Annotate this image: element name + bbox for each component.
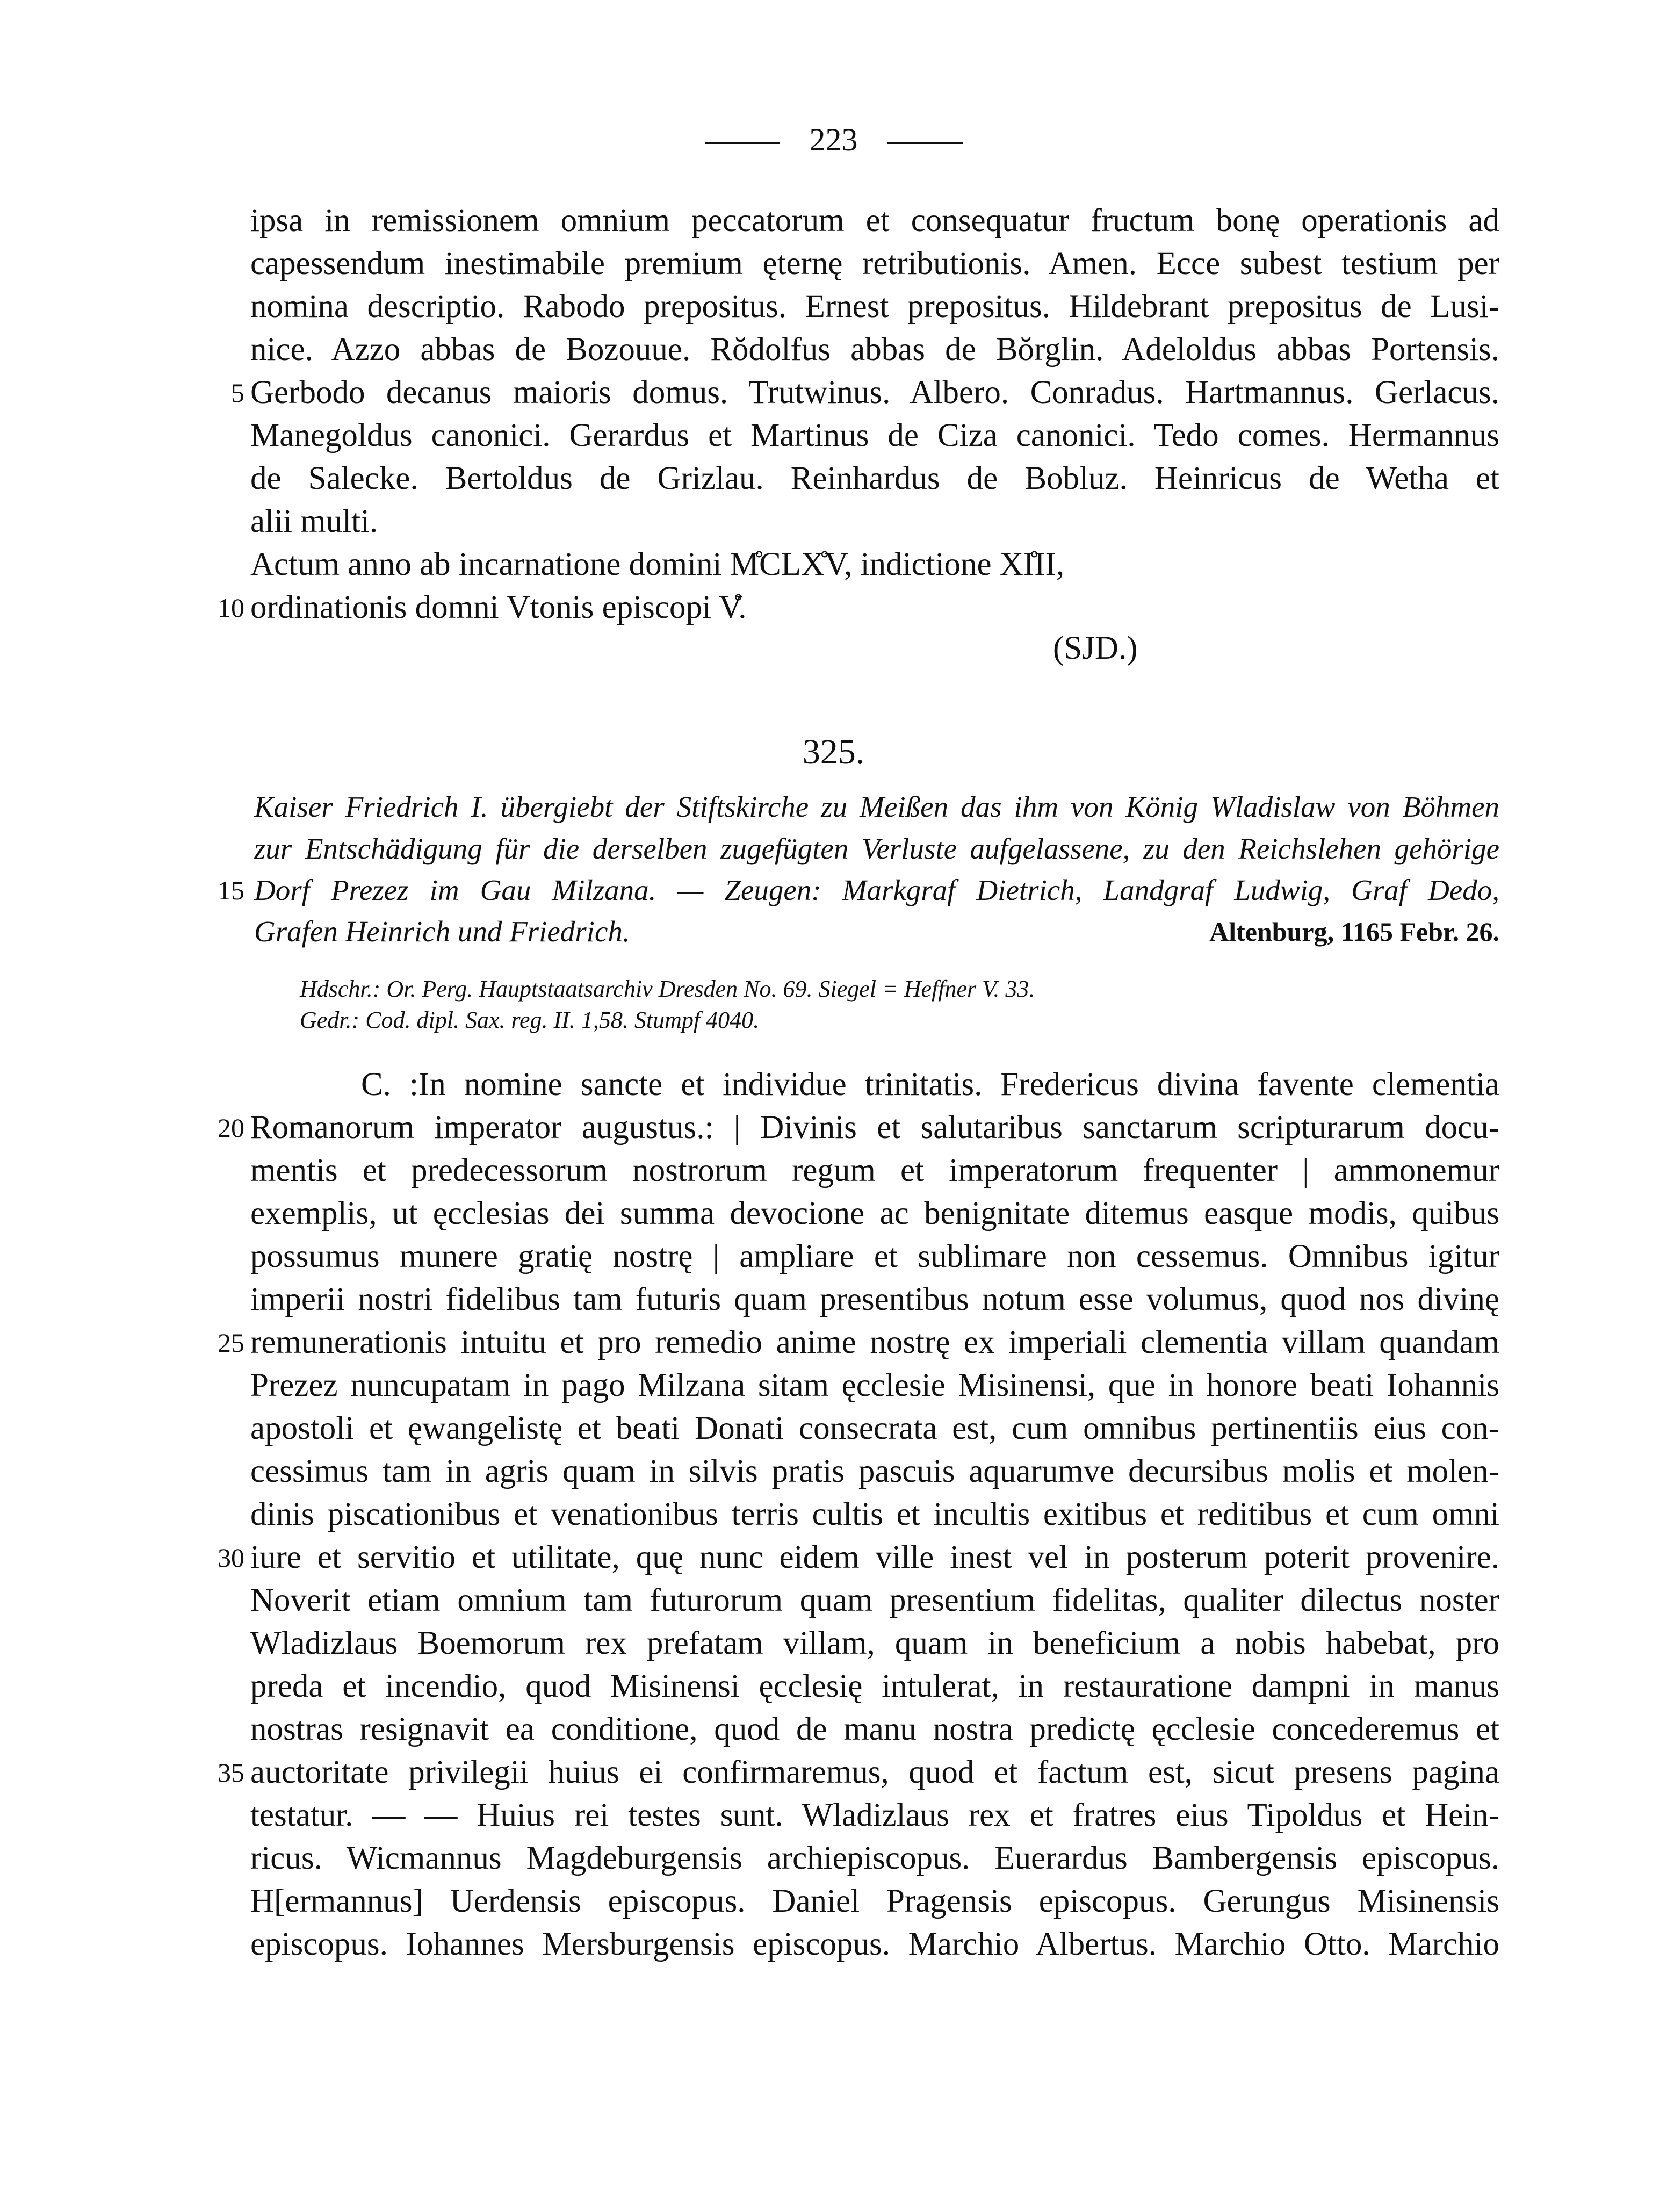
editor-signature: (SJD.) — [1053, 630, 1138, 666]
line-number: 5 — [231, 378, 244, 408]
text-line: Noverit etiam omnium tam futurorum quam presentium fidelitas, qualiter dilectus noster — [250, 1582, 1499, 1618]
text-line: ordinationis domni Vtonis episcopi V̊. — [250, 589, 747, 625]
text-line: H[ermannus] Uerdensis episcopus. Daniel Pragensis episcopus. Gerungus Misinensis — [250, 1883, 1499, 1919]
text-line: dinis piscationibus et venationibus terris cultis et incultis exitibus et reditibus et cum omni — [250, 1496, 1499, 1532]
text-line: Romanorum imperator augustus.: | Divinis et salutaribus sanctarum scripturarum docu- — [250, 1109, 1499, 1145]
regest-line: Kaiser Friedrich I. übergiebt der Stiftskirche zu Meißen das ihm von König Wladislaw von Böhmen — [254, 790, 1499, 823]
text-line: de Salecke. Bertoldus de Grizlau. Reinhardus de Bobluz. Heinricus de Wetha et — [250, 460, 1499, 496]
text-line: Actum anno ab incarnatione domini M̊CLX̊V, indictione XI̊II, — [250, 546, 1065, 582]
text-line: testatur. — — Huius rei testes sunt. Wladizlaus rex et fratres eius Tipoldus et Hein- — [250, 1797, 1499, 1833]
line-number: 30 — [218, 1543, 244, 1573]
line-number: 25 — [218, 1328, 244, 1358]
text-line: ipsa in remissionem omnium peccatorum et consequatur fructum bonę operationis ad — [250, 203, 1499, 239]
text-line: Gerbodo decanus maioris domus. Trutwinus. Albero. Conradus. Hartmannus. Gerlacus. — [250, 374, 1499, 410]
regest-line: zur Entschädigung für die derselben zugefügten Verluste aufgelassene, zu den Reichslehen gehörige — [254, 832, 1499, 865]
text-line: iure et servitio et utilitate, quę nunc eidem ville inest vel in posterum poterit provenire. — [250, 1539, 1499, 1575]
text-line: nomina descriptio. Rabodo prepositus. Ernest prepositus. Hildebrant prepositus de Lusi- — [250, 289, 1499, 325]
source-note: Hdschr.: Or. Perg. Hauptstaatsarchiv Dresden No. 69. Siegel = Heffner V. 33. — [300, 976, 1035, 1002]
page-header — [0, 121, 1667, 158]
text-line: ricus. Wicmannus Magdeburgensis archiepiscopus. Euerardus Bambergensis episcopus. — [250, 1840, 1499, 1876]
line-number: 10 — [218, 593, 244, 623]
text-line: episcopus. Iohannes Mersburgensis episcopus. Marchio Albertus. Marchio Otto. Marchio — [250, 1926, 1499, 1962]
text-line: exemplis, ut ęcclesias dei summa devocione ac benignitate ditemus easque modis, quibus — [250, 1195, 1499, 1231]
page-number: 223 — [809, 122, 858, 157]
header-rule-right — [887, 142, 963, 144]
dateline: Altenburg, 1165 Febr. 26. — [1209, 917, 1499, 947]
text-line: remunerationis intuitu et pro remedio anime nostrę ex imperiali clementia villam quandam — [250, 1324, 1499, 1360]
text-line: apostoli et ęwangelistę et beati Donati consecrata est, cum omnibus pertinentiis eius con- — [250, 1410, 1499, 1446]
document-number: 325. — [802, 732, 865, 772]
text-line: alii multi. — [250, 503, 378, 539]
header-rule-left — [705, 142, 780, 144]
text-line: Prezez nuncupatam in pago Milzana sitam ęcclesie Misinensi, que in honore beati Iohannis — [250, 1367, 1499, 1403]
regest-line: Dorf Prezez im Gau Milzana. — Zeugen: Markgraf Dietrich, Landgraf Ludwig, Graf Dedo, — [254, 874, 1499, 906]
source-note: Gedr.: Cod. dipl. Sax. reg. II. 1,58. Stumpf 4040. — [300, 1007, 760, 1033]
line-number: 20 — [218, 1113, 244, 1143]
text-line: Manegoldus canonici. Gerardus et Martinus de Ciza canonici. Tedo comes. Hermannus — [250, 417, 1499, 453]
text-line: possumus munere gratię nostrę | ampliare et sublimare non cessemus. Omnibus igitur — [250, 1238, 1499, 1274]
text-line: nostras resignavit ea conditione, quod de manu nostra predictę ęcclesie concederemus et — [250, 1711, 1499, 1747]
text-line: Wladizlaus Boemorum rex prefatam villam, quam in beneficium a nobis habebat, pro — [250, 1625, 1499, 1661]
text-line: preda et incendio, quod Misinensi ęcclesię intulerat, in restauratione dampni in manus — [250, 1668, 1499, 1704]
regest-line: Grafen Heinrich und Friedrich. — [254, 915, 630, 948]
line-number: 15 — [218, 875, 244, 905]
text-line: auctoritate privilegii huius ei confirmaremus, quod et factum est, sicut presens pagina — [250, 1754, 1499, 1790]
text-line: capessendum inestimabile premium ęternę retributionis. Amen. Ecce subest testium per — [250, 246, 1499, 282]
text-line: imperii nostri fidelibus tam futuris quam presentibus notum esse volumus, quod nos divinę — [250, 1281, 1499, 1317]
text-line: cessimus tam in agris quam in silvis pratis pascuis aquarumve decursibus molis et molen- — [250, 1453, 1499, 1489]
text-line: nice. Azzo abbas de Bozouue. Rŏdolfus abbas de Bŏrglin. Adeloldus abbas Portensis. — [250, 332, 1499, 368]
text-line: C. :In nomine sancte et individue trinitatis. Fredericus divina favente clementia — [361, 1067, 1499, 1103]
text-line: mentis et predecessorum nostrorum regum et imperatorum frequenter | ammonemur — [250, 1152, 1499, 1188]
line-number: 35 — [218, 1757, 244, 1788]
